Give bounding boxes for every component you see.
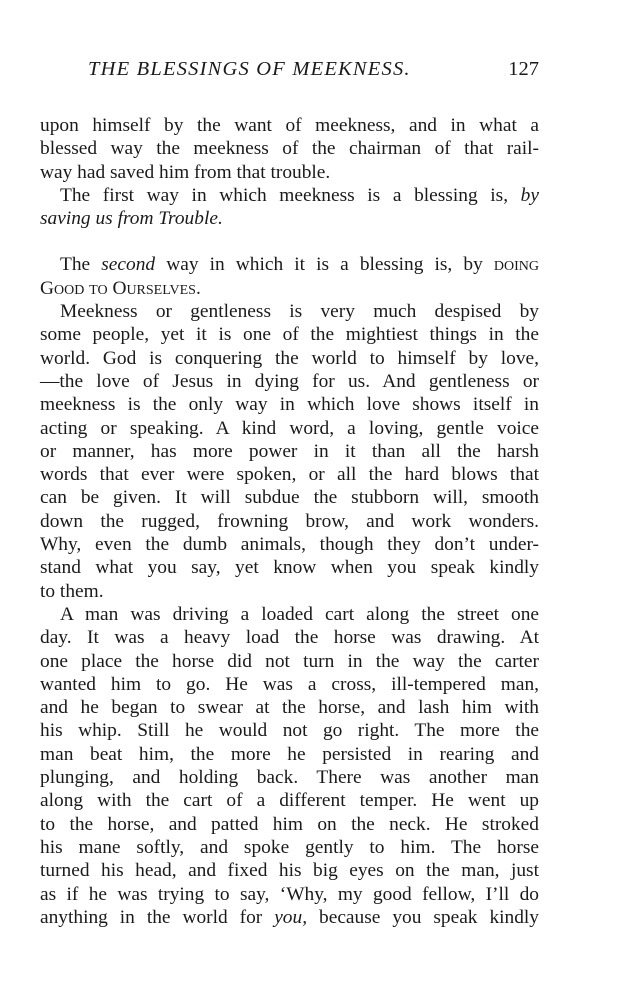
text-line: one place the horse did not turn in the way the carter bbox=[40, 650, 539, 672]
text-run: anything in the world for bbox=[40, 906, 263, 928]
text-line: his whip. Still he would not go right. The more the bbox=[40, 720, 539, 742]
text-run: way in which it is a blessing is, by bbox=[166, 254, 483, 276]
text-line: blessed way the meekness of the chairman of that rail- bbox=[40, 138, 539, 160]
emphasis: you, bbox=[274, 906, 308, 928]
text-line: man beat him, the more he persisted in rearing and bbox=[40, 743, 539, 765]
small-caps-text: doing bbox=[493, 254, 539, 276]
text-line: along with the cart of a different temper. He went up bbox=[40, 790, 539, 812]
text-run: The first way in which meekness is a blessing is, bbox=[60, 184, 509, 206]
text-line: turned his head, and fixed his big eyes on the man, just bbox=[40, 860, 539, 882]
text-run: because you speak kindly bbox=[319, 906, 539, 928]
body-text bbox=[40, 114, 539, 929]
text-line: to them. bbox=[40, 580, 104, 602]
text-line: Meekness or gentleness is very much despised by bbox=[60, 301, 539, 323]
emphasis: second bbox=[101, 254, 156, 276]
emphasis: saving us from Trouble. bbox=[40, 208, 223, 230]
text-line: can be given. It will subdue the stubborn will, smooth bbox=[40, 487, 539, 509]
text-line: Good to Ourselves. bbox=[40, 277, 201, 299]
text-line bbox=[40, 207, 539, 230]
text-line: to the horse, and patted him on the neck. He stroked bbox=[40, 813, 539, 835]
text-line: day. It was a heavy load the horse was drawing. At bbox=[40, 627, 539, 649]
text-line: wanted him to go. He was a cross, ill-tempered man, bbox=[40, 673, 539, 695]
text-line: stand what you say, yet know when you speak kindly bbox=[40, 557, 539, 579]
text-line: and he began to swear at the horse, and lash him with bbox=[40, 697, 539, 719]
running-title: THE BLESSINGS OF MEEKNESS. bbox=[88, 58, 411, 80]
text-line: —the love of Jesus in dying for us. And gentleness or bbox=[40, 370, 539, 392]
emphasis: by bbox=[520, 184, 539, 206]
text-line: words that ever were spoken, or all the hard blows that bbox=[40, 464, 539, 486]
text-line: some people, yet it is one of the mightiest things in the bbox=[40, 324, 539, 346]
text-line: his mane softly, and spoke gently to him. The horse bbox=[40, 836, 539, 858]
book-page bbox=[40, 58, 539, 929]
text-line bbox=[40, 906, 539, 929]
section-gap bbox=[40, 230, 539, 253]
text-line: way had saved him from that trouble. bbox=[40, 161, 331, 183]
text-line: world. God is conquering the world to himself by love, bbox=[40, 347, 539, 369]
text-line: as if he was trying to say, ‘Why, my good fellow, I’ll do bbox=[40, 883, 539, 905]
text-line: down the rugged, frowning brow, and work wonders. bbox=[40, 510, 539, 532]
text-line: or manner, has more power in it than all the harsh bbox=[40, 440, 539, 462]
text-line: Why, even the dumb animals, though they don’t under- bbox=[40, 534, 539, 556]
text-line bbox=[40, 253, 539, 276]
page-header bbox=[40, 58, 539, 92]
text-line bbox=[40, 184, 539, 207]
text-line: upon himself by the want of meekness, and in what a bbox=[40, 115, 539, 136]
text-line: A man was driving a loaded cart along the street one bbox=[60, 603, 539, 625]
text-run: The bbox=[60, 254, 91, 276]
text-line: meekness is the only way in which love shows itself in bbox=[40, 394, 539, 416]
page-number: 127 bbox=[508, 58, 539, 80]
text-line: plunging, and holding back. There was another man bbox=[40, 767, 539, 789]
text-line: acting or speaking. A kind word, a loving, gentle voice bbox=[40, 417, 539, 439]
